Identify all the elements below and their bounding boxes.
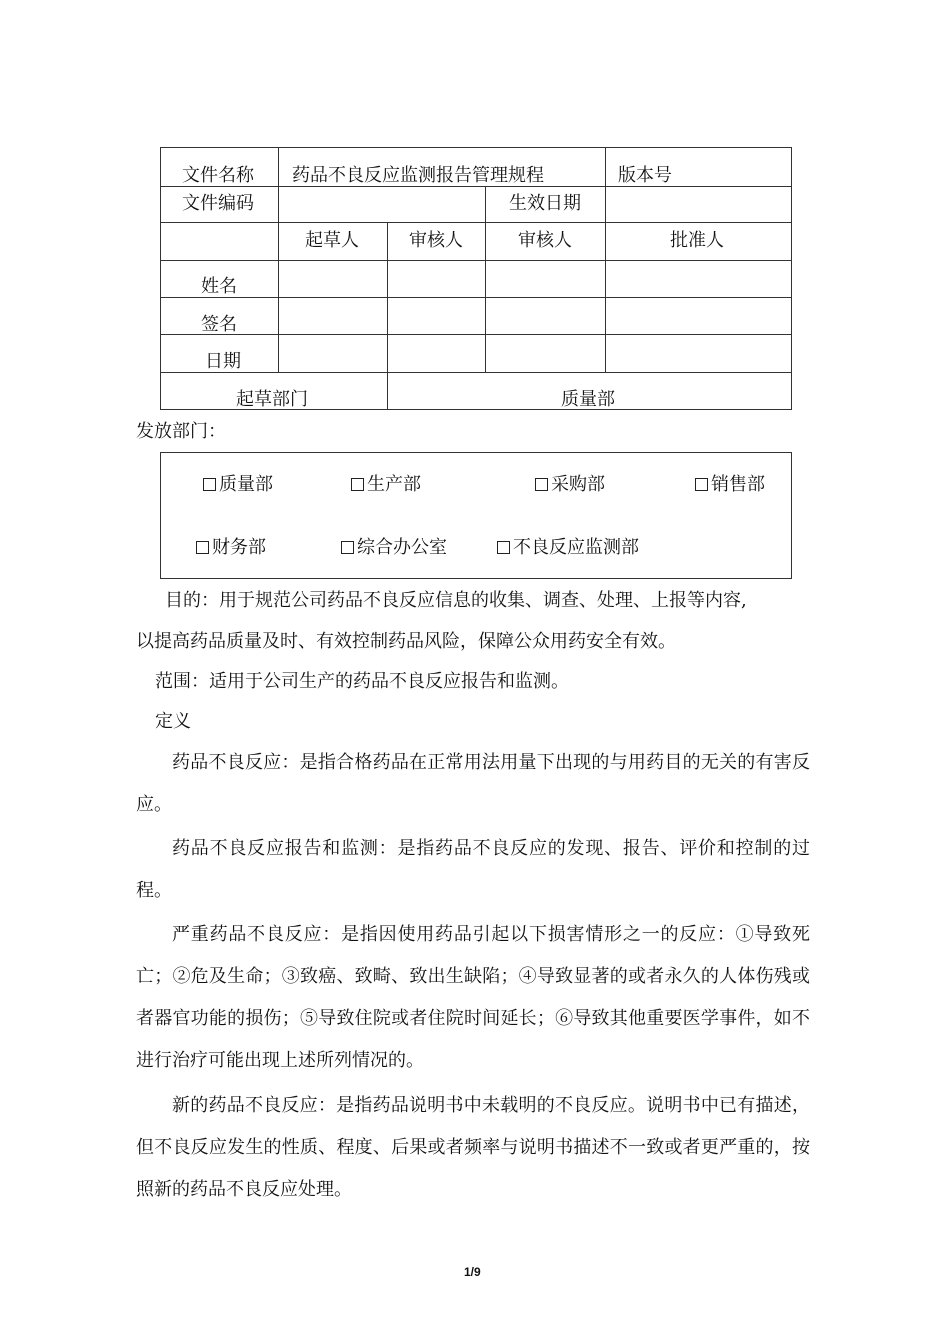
checkbox-icon — [203, 478, 216, 491]
checkbox-icon — [535, 478, 548, 491]
definition-heading: 定义 — [155, 711, 191, 732]
dept-checkbox-purchase[interactable]: 采购部 — [535, 473, 605, 497]
checkbox-icon — [695, 478, 708, 491]
dept-checkbox-production[interactable]: 生产部 — [351, 473, 421, 497]
page-number: 1/9 — [464, 1265, 481, 1279]
dept-checkbox-sales[interactable]: 销售部 — [695, 473, 765, 497]
definition-new-adr: 新的药品不良反应：是指药品说明书中未载明的不良反应。说明书中已有描述，但不良反应发生的性质、程度、后果或者频率与说明书描述不一致或者更严重的，按照新的药品不良反应处理。 — [136, 1095, 810, 1200]
doc-name-label: 文件名称 — [182, 165, 254, 186]
approver-header: 批准人 — [670, 230, 724, 251]
checkbox-icon — [497, 541, 510, 554]
dept-checkbox-finance[interactable]: 财务部 — [196, 536, 266, 560]
doc-title: 药品不良反应监测报告管理规程 — [292, 165, 544, 186]
doc-code-label: 文件编码 — [182, 193, 254, 214]
reviewer-header-2: 审核人 — [518, 230, 572, 251]
reviewer-header-1: 审核人 — [409, 230, 463, 251]
name-row-label: 姓名 — [201, 276, 237, 297]
checkbox-icon — [341, 541, 354, 554]
draft-dept-value: 质量部 — [561, 389, 615, 410]
scope-text: 范围：适用于公司生产的药品不良反应报告和监测。 — [155, 671, 569, 692]
draft-dept-label: 起草部门 — [236, 389, 308, 410]
effective-date-label: 生效日期 — [509, 193, 581, 214]
sign-row-label: 签名 — [201, 314, 237, 335]
dept-checkbox-office[interactable]: 综合办公室 — [341, 536, 447, 560]
drafter-header: 起草人 — [305, 230, 359, 251]
dept-checkbox-adr-monitoring[interactable]: 不良反应监测部 — [497, 536, 639, 560]
definition-reporting: 药品不良反应报告和监测：是指药品不良反应的发现、报告、评价和控制的过程。 — [136, 838, 810, 901]
definition-serious-adr: 严重药品不良反应：是指因使用药品引起以下损害情形之一的反应：①导致死亡；②危及生命；③致癌、致畸、致出生缺陷；④导致显著的或者永久的人体伤残或者器官功能的损伤；⑤导致住院或者住院时间延长；⑥导致其他重要医学事件，如不进行治疗可能出现上述所列情况的。 — [136, 924, 810, 1071]
dept-checkbox-quality[interactable]: 质量部 — [203, 473, 273, 497]
purpose-line-2: 以提高药品质量及时、有效控制药品风险，保障公众用药安全有效。 — [136, 631, 676, 652]
checkbox-icon — [196, 541, 209, 554]
definition-adr: 药品不良反应：是指合格药品在正常用法用量下出现的与用药目的无关的有害反应。 — [136, 752, 810, 815]
date-row-label: 日期 — [205, 351, 241, 372]
distribution-label: 发放部门： — [136, 421, 226, 442]
checkbox-icon — [351, 478, 364, 491]
version-label: 版本号 — [618, 165, 672, 186]
purpose-line-1: 目的：用于规范公司药品不良反应信息的收集、调查、处理、上报等内容, — [165, 590, 747, 611]
